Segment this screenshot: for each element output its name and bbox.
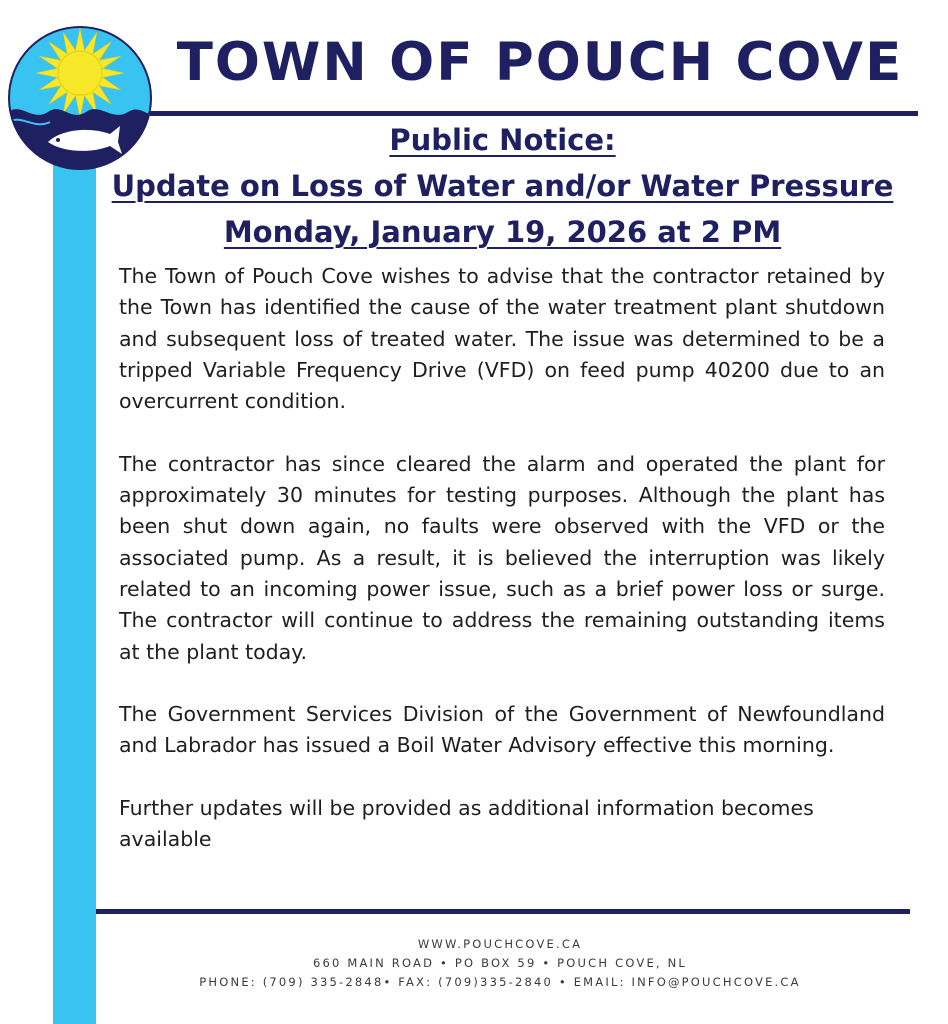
notice-date: Monday, January 19, 2026 at 2 PM (223, 215, 782, 249)
website-link[interactable]: WWW.POUCHCOVE.CA (417, 937, 583, 951)
body-paragraph-3: The Government Services Division of the Government of Newfoundland and Labrador has issued a Boil Water Advisory effective this morning. (119, 702, 885, 758)
sidebar-stripe (53, 130, 96, 1024)
body-paragraph-1: The Town of Pouch Cove wishes to advise that the contractor retained by the Town has identified the cause of the water treatment plant shutdown and subsequent loss of treated water. The issue was determined to be a tripped Variable Frequency Drive (VFD) on feed pump 40200 due to an overcurrent condition. (119, 264, 885, 414)
notice-headings (100, 117, 905, 255)
notice-body (119, 261, 885, 856)
footer-address: 660 MAIN ROAD • PO BOX 59 • POUCH COVE, NL (312, 956, 688, 970)
notice-title: Update on Loss of Water and/or Water Pressure (111, 169, 894, 203)
body-paragraph-2: The contractor has since cleared the alarm and operated the plant for approximately 30 minutes for testing purposes. Although the plant has been shut down again, no faults were observed with the VFD or the associated pump. As a result, it is believed the interruption was likely related to an incoming power issue, such as a brief power loss or surge. The contractor will continue to address the remaining outstanding items at the plant today. (119, 451, 885, 664)
notice-label: Public Notice: (389, 123, 616, 157)
footer-contact: PHONE: (709) 335-2848• FAX: (709)335-2840 • EMAIL: INFO@POUCHCOVE.CA (199, 975, 801, 989)
footer-divider (96, 909, 910, 914)
footer (100, 935, 900, 992)
body-paragraph-4: Further updates will be provided as additional information becomes available (119, 796, 814, 852)
town-title: TOWN OF POUCH COVE (176, 32, 904, 93)
header-divider (150, 111, 918, 116)
